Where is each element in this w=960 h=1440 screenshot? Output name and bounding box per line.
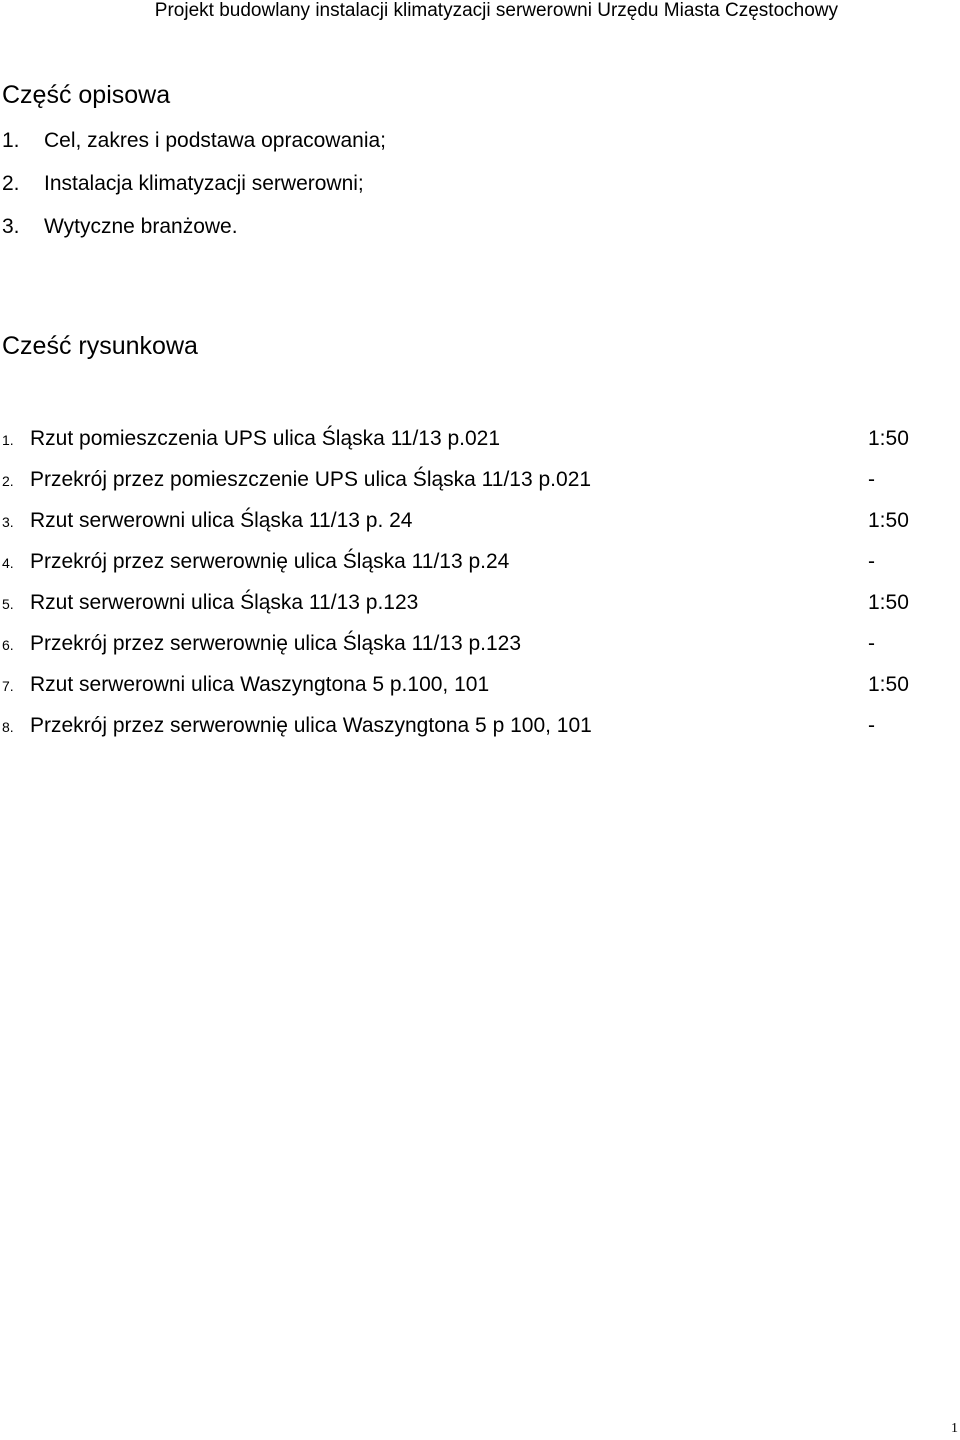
drawing-row — [2, 629, 932, 670]
list-item — [2, 169, 386, 212]
drawing-number: 1. — [2, 432, 14, 448]
item-label: Instalacja klimatyzacji serwerowni; — [44, 172, 364, 195]
drawing-title: Rzut serwerowni ulica Śląska 11/13 p.123 — [30, 591, 419, 614]
drawing-scale: - — [868, 632, 875, 655]
item-number: 2. — [2, 172, 20, 195]
item-number: 3. — [2, 215, 20, 238]
drawing-row — [2, 670, 932, 711]
drawing-scale: - — [868, 468, 875, 491]
drawing-number: 5. — [2, 596, 14, 612]
drawings-list — [2, 424, 932, 752]
list-item — [2, 126, 386, 169]
drawing-scale: 1:50 — [868, 591, 909, 614]
drawing-number: 4. — [2, 555, 14, 571]
drawing-scale: - — [868, 714, 875, 737]
item-label: Cel, zakres i podstawa opracowania; — [44, 129, 387, 152]
drawing-row — [2, 711, 932, 752]
item-number: 1. — [2, 129, 20, 152]
page-number: 1 — [951, 1421, 958, 1436]
drawing-row — [2, 547, 932, 588]
drawing-scale: 1:50 — [868, 509, 909, 532]
drawings-section-title: Cześć rysunkowa — [2, 332, 198, 360]
drawing-row — [2, 424, 932, 465]
drawing-title: Przekrój przez pomieszczenie UPS ulica Śląska 11/13 p.021 — [30, 468, 592, 491]
drawing-title: Rzut serwerowni ulica Śląska 11/13 p. 24 — [30, 509, 413, 532]
drawing-scale: - — [868, 550, 875, 573]
drawing-title: Rzut pomieszczenia UPS ulica Śląska 11/13 p.021 — [30, 427, 501, 450]
drawing-scale: 1:50 — [868, 427, 909, 450]
drawing-number: 8. — [2, 719, 14, 735]
drawing-title: Przekrój przez serwerownię ulica Waszyngtona 5 p 100, 101 — [30, 714, 592, 737]
descriptive-section-title: Część opisowa — [2, 81, 171, 109]
drawing-number: 3. — [2, 514, 14, 530]
drawing-number: 2. — [2, 473, 14, 489]
list-item — [2, 212, 386, 255]
drawing-title: Przekrój przez serwerownię ulica Śląska 11/13 p.123 — [30, 632, 522, 655]
item-label: Wytyczne branżowe. — [44, 215, 238, 238]
drawing-row — [2, 588, 932, 629]
drawing-title: Przekrój przez serwerownię ulica Śląska 11/13 p.24 — [30, 550, 510, 573]
drawing-row — [2, 465, 932, 506]
drawing-number: 6. — [2, 637, 14, 653]
drawing-scale: 1:50 — [868, 673, 909, 696]
drawing-row — [2, 506, 932, 547]
drawing-title: Rzut serwerowni ulica Waszyngtona 5 p.100, 101 — [30, 673, 490, 696]
descriptive-contents-list — [2, 126, 386, 255]
drawing-number: 7. — [2, 678, 14, 694]
running-header: Projekt budowlany instalacji klimatyzacji serwerowni Urzędu Miasta Częstochowy — [154, 0, 838, 21]
